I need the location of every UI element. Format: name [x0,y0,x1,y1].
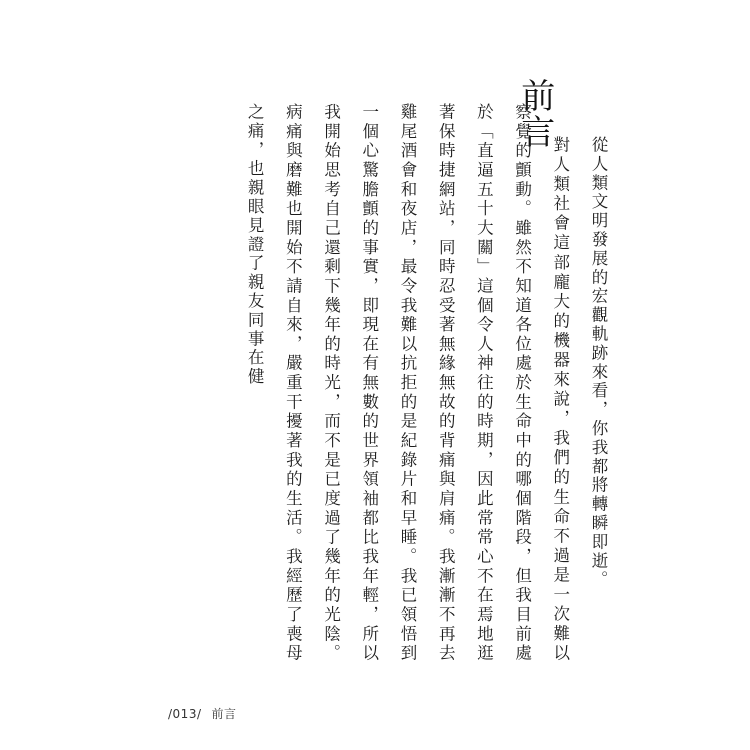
page-footer [168,705,237,722]
page-number: /013/ [168,707,202,721]
body-text [235,103,617,663]
paragraph-1: 從人類文明發展的宏觀軌跡來看，你我都將轉瞬即逝。 [589,136,608,590]
paragraph-2: 對人類社會這部龐大的機器來說，我們的生命不過是一次難以察覺的顫動。雖然不知道各位處於生命中的哪個階段，但我目前處於「直逼五十大關」這個令人神往的時期，因此常常心不在焉地逛著保時捷網站，同時忍受著無緣無故的背痛與肩痛。我漸漸不再去雞尾酒會和夜店，最令我難以抗拒的是紀錄片和早睡。我已領悟到一個心驚膽顫的事實，即現在有無數的世界領袖都比我年輕，所以我開始思考自己還剩下幾年的時光，而不是已度過了幾年的光陰。病痛與磨難也開始不請自來，嚴重干擾著我的生活。我經歷了喪母之痛，也親眼見證了親友同事在健 [245,103,570,663]
chapter-title: 前言 [514,78,555,150]
running-section-label: 前言 [211,707,237,721]
